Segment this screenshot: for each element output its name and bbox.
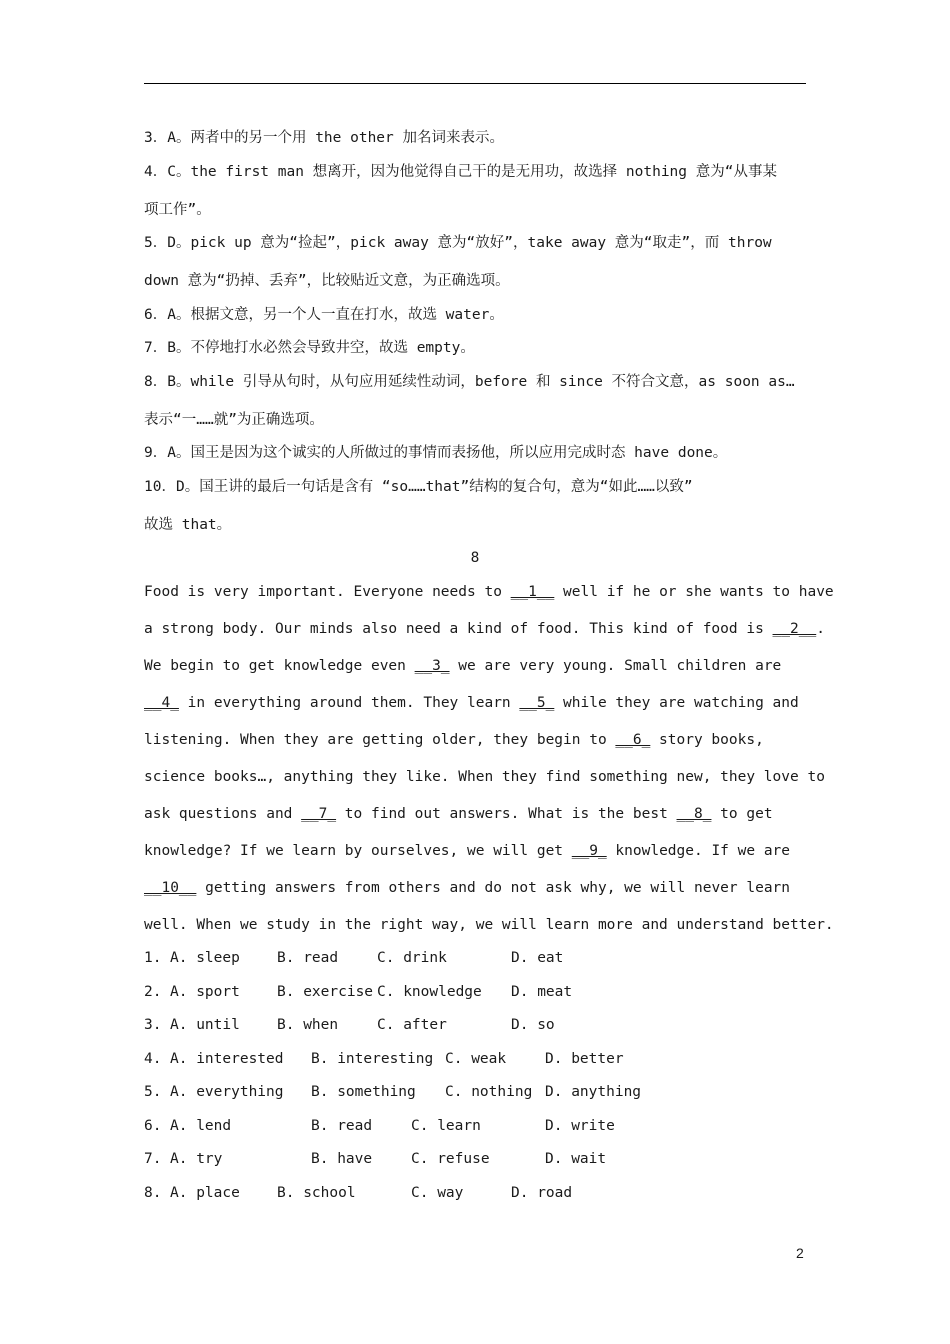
passage-line: well. When we study in the right way, we will learn more and understand better. [144,916,834,933]
option-b: B. interesting [311,1050,434,1067]
question-number: 3. [144,1017,162,1033]
passage-text: story books, [650,731,764,748]
passage-text: we are very young. Small children are [449,657,782,674]
option-c: C. after [377,1017,447,1033]
passage-text: knowledge? If we learn by ourselves, we will get [144,842,572,859]
option-d: D. wait [545,1151,607,1167]
cloze-passage [144,578,834,945]
option-b: B. read [311,1117,373,1134]
page-number: 2 [796,1245,804,1261]
question-number: 5. [144,1084,162,1100]
answer-line: 8．B。while 引导从句时，从句应用延续性动词，before 和 since 不符合文意，as soon as… [144,373,795,390]
passage-line [144,578,834,615]
blank-8: __8_ [676,805,712,822]
question-row [144,1011,806,1045]
option-a: A. lend [170,1117,232,1134]
option-d: D. anything [545,1084,642,1100]
option-b: B. school [277,1184,356,1201]
option-d: D. write [545,1117,615,1134]
blank-4: __4_ [144,694,179,711]
blank-9: __9_ [571,842,607,859]
blank-7: __7_ [301,805,337,822]
option-c: C. refuse [411,1151,490,1167]
passage-line [144,615,825,652]
passage-line [144,726,806,763]
passage-text: in everything around them. They learn [178,694,520,711]
question-row [144,1145,806,1179]
passage-text: ask questions and [144,805,302,822]
passage-text: knowledge. If we are [606,842,791,859]
answer-line: 9．A。国王是因为这个诚实的人所做过的事情而表扬他，所以应用完成时态 have done。 [144,445,728,461]
passage-line [144,837,806,874]
question-number: 8. [144,1184,162,1201]
passage-line [144,874,806,911]
passage-line [144,652,806,689]
passage-text: getting answers from others and do not ask why, we will never learn [196,879,791,896]
question-number: 2. [144,983,162,1000]
passage-line: science books…, anything they like. When they find something new, they love to [144,768,825,785]
header-rule [144,83,806,84]
option-d: D. better [545,1050,624,1067]
option-a: A. place [170,1184,240,1201]
passage-text: well if he or she wants to have [554,583,834,600]
option-c: C. way [411,1184,464,1201]
option-c: C. knowledge [377,983,482,1000]
passage-text: . [816,620,825,637]
option-c: C. weak [445,1050,507,1067]
passage-text: to find out answers. What is the best [336,805,677,822]
option-a: A. everything [170,1084,284,1100]
section-number: 8 [470,550,480,566]
passage-line [144,689,806,726]
passage-text: We begin to get knowledge even [144,657,415,674]
option-c: C. drink [377,950,447,966]
option-c: C. nothing [445,1084,533,1100]
option-a: A. try [170,1151,223,1167]
option-b: B. exercise [277,983,374,1000]
question-row [144,1045,806,1079]
question-row [144,1078,806,1112]
option-d: D. road [511,1184,573,1201]
blank-1: __1__ [510,583,555,600]
answer-line: 故选 that。 [144,516,232,533]
answer-line: 5．D。pick up 意为“捡起”，pick away 意为“放好”，take away 意为“取走”，而 throw [144,235,772,251]
answer-line: down 意为“扔掉、丢弃”，比较贴近文意，为正确选项。 [144,273,510,289]
option-a: A. sport [170,983,240,1000]
answer-line: 6．A。根据文意，另一个人一直在打水，故选 water。 [144,306,504,323]
question-row [144,1112,806,1146]
blank-6: __6_ [615,731,651,748]
page-content [144,124,834,1212]
question-number: 1. [144,950,162,966]
passage-text: listening. When they are getting older, they begin to [144,731,616,748]
blank-10: __10__ [144,879,197,896]
question-number: 4. [144,1050,162,1067]
passage-text: a strong body. Our minds also need a kind of food. This kind of food is [144,620,773,637]
question-row [144,944,806,978]
question-row [144,978,806,1012]
passage-line [144,800,806,837]
answer-line: 10．D。国王讲的最后一句话是含有 “so……that”结构的复合句，意为“如此……以致” [144,478,693,495]
option-d: D. meat [511,983,573,1000]
answer-line: 表示“一……就”为正确选项。 [144,411,324,428]
option-d: D. eat [511,950,564,966]
passage-text: Food is very important. Everyone needs to [144,583,511,600]
option-c: C. learn [411,1117,481,1134]
option-b: B. something [311,1084,416,1100]
passage-text: to get [711,805,773,822]
option-a: A. sleep [170,950,240,966]
answer-line: 3．A。两者中的另一个用 the other 加名词来表示。 [144,130,504,146]
answer-line: 4．C。the first man 想离开，因为他觉得自己干的是无用功，故选择 nothing 意为“从事某 [144,163,777,180]
option-a: A. until [170,1017,240,1033]
option-b: B. have [311,1151,373,1167]
blank-5: __5_ [519,694,555,711]
option-b: B. when [277,1017,339,1033]
question-number: 7. [144,1151,162,1167]
question-number: 6. [144,1117,162,1134]
blank-3: __3_ [414,657,450,674]
passage-text: while they are watching and [554,694,799,711]
blank-2: __2__ [772,620,817,637]
option-a: A. interested [170,1050,284,1067]
answer-explanations [144,124,806,544]
option-b: B. read [277,950,339,966]
question-row [144,1179,806,1213]
option-d: D. so [511,1017,555,1033]
answer-line: 项工作”。 [144,201,211,218]
answer-line: 7．B。不停地打水必然会导致井空，故选 empty。 [144,340,475,356]
question-options [144,944,806,1212]
